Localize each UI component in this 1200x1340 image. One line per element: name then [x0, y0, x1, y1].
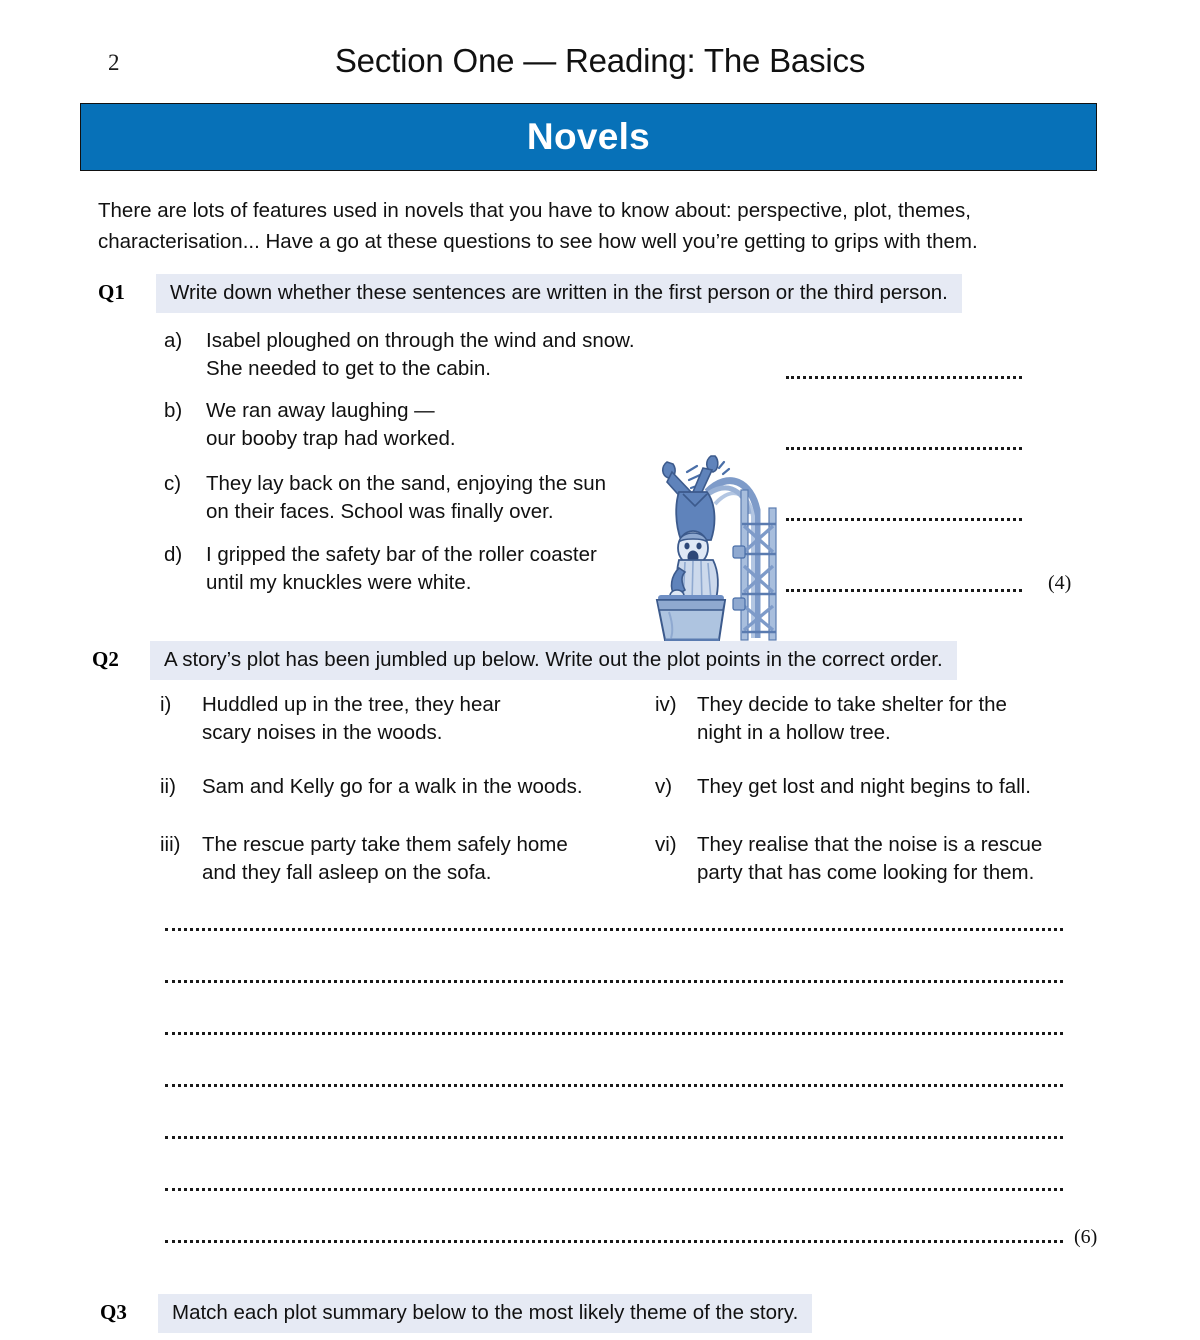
q2-item-iv	[655, 691, 1095, 747]
q1-item-a-line2: She needed to get to the cabin.	[206, 357, 491, 380]
q1-item-c	[164, 470, 664, 526]
q2-answer-line-2[interactable]	[165, 980, 1063, 983]
q2-answer-line-7[interactable]	[165, 1240, 1063, 1243]
q2-item-iii-marker: iii)	[160, 833, 181, 856]
q1-answer-line-b[interactable]	[786, 447, 1022, 450]
q2-item-i-line2: scary noises in the woods.	[202, 721, 443, 744]
q2-item-iv-marker: iv)	[655, 693, 677, 716]
q1-marks: (4)	[1048, 572, 1072, 594]
q1-item-d-line2: until my knuckles were white.	[206, 571, 472, 594]
q2-item-iii-line2: and they fall asleep on the sofa.	[202, 861, 492, 884]
q2-item-vi-text	[697, 831, 1095, 887]
q1-item-b-line1: We ran away laughing —	[206, 399, 435, 422]
topic-banner	[80, 103, 1097, 171]
q2-item-v	[655, 773, 1095, 801]
q2-item-iii-text	[202, 831, 650, 887]
q1-item-b-marker: b)	[164, 399, 183, 422]
q1-item-c-marker: c)	[164, 472, 182, 495]
q2-item-ii-text	[202, 773, 650, 801]
roller-coaster-illustration	[645, 448, 780, 643]
q1-item-b	[164, 397, 664, 453]
q1-item-d-marker: d)	[164, 543, 183, 566]
intro-paragraph: There are lots of features used in novels that you have to know about: perspective, plot, themes, characterisation... Have a go at these questions to see how well you’re getting to grips with them.	[98, 199, 978, 253]
q2-answer-line-6[interactable]	[165, 1188, 1063, 1191]
q1-item-c-text	[206, 470, 664, 526]
q1-prompt: Write down whether these sentences are written in the first person or the third person.	[156, 274, 962, 313]
q1-item-a	[164, 327, 664, 383]
q2-item-ii-marker: ii)	[160, 775, 176, 798]
q3-prompt: Match each plot summary below to the most likely theme of the story.	[158, 1294, 812, 1333]
q2-item-iii-line1: The rescue party take them safely home	[202, 833, 568, 856]
q2-answer-line-1[interactable]	[165, 928, 1063, 931]
q1-item-b-line2: our booby trap had worked.	[206, 427, 456, 450]
q2-label: Q2	[92, 647, 119, 671]
q2-item-vi	[655, 831, 1095, 887]
q2-marks: (6)	[1074, 1226, 1098, 1248]
q1-item-d	[164, 541, 664, 597]
q2-prompt: A story’s plot has been jumbled up below. Write out the plot points in the correct order.	[150, 641, 957, 680]
q2-item-v-marker: v)	[655, 775, 673, 798]
q1-item-b-text	[206, 397, 664, 453]
q2-item-i-line1: Huddled up in the tree, they hear	[202, 693, 501, 716]
q2-item-i	[160, 691, 630, 747]
q3-label: Q3	[100, 1300, 127, 1324]
page-number: 2	[108, 50, 120, 75]
q1-item-c-line1: They lay back on the sand, enjoying the sun	[206, 472, 607, 495]
section-title: Section One — Reading: The Basics	[334, 42, 866, 79]
page-header	[0, 42, 1200, 94]
q2-item-ii	[160, 773, 650, 801]
q1-answer-line-d[interactable]	[786, 589, 1022, 592]
q1-item-d-line1: I gripped the safety bar of the roller coaster	[206, 543, 597, 566]
q1-item-a-marker: a)	[164, 329, 183, 352]
q2-item-ii-line1: Sam and Kelly go for a walk in the woods.	[202, 775, 583, 798]
q2-answer-line-4[interactable]	[165, 1084, 1063, 1087]
q1-answer-line-a[interactable]	[786, 376, 1022, 379]
q2-item-i-marker: i)	[160, 693, 172, 716]
q1-item-d-text	[206, 541, 664, 597]
q1-item-a-text	[206, 327, 664, 383]
topic-banner-title: Novels	[526, 116, 651, 157]
q2-item-iv-line2: night in a hollow tree.	[697, 721, 891, 744]
q1-answer-line-c[interactable]	[786, 518, 1022, 521]
q1-item-c-line2: on their faces. School was finally over.	[206, 500, 554, 523]
q2-item-vi-line1: They realise that the noise is a rescue	[697, 833, 1043, 856]
q2-item-iv-text	[697, 691, 1095, 747]
q2-item-v-line1: They get lost and night begins to fall.	[697, 775, 1031, 798]
q1-label: Q1	[98, 280, 125, 304]
q2-item-iii	[160, 831, 650, 887]
q2-item-iv-line1: They decide to take shelter for the	[697, 693, 1007, 716]
q2-answer-line-3[interactable]	[165, 1032, 1063, 1035]
q1-item-a-line1: Isabel ploughed on through the wind and snow.	[206, 329, 635, 352]
q2-item-vi-marker: vi)	[655, 833, 677, 856]
q2-item-vi-line2: party that has come looking for them.	[697, 861, 1035, 884]
q2-item-i-text	[202, 691, 630, 747]
q2-item-v-text	[697, 773, 1095, 801]
q2-answer-line-5[interactable]	[165, 1136, 1063, 1139]
